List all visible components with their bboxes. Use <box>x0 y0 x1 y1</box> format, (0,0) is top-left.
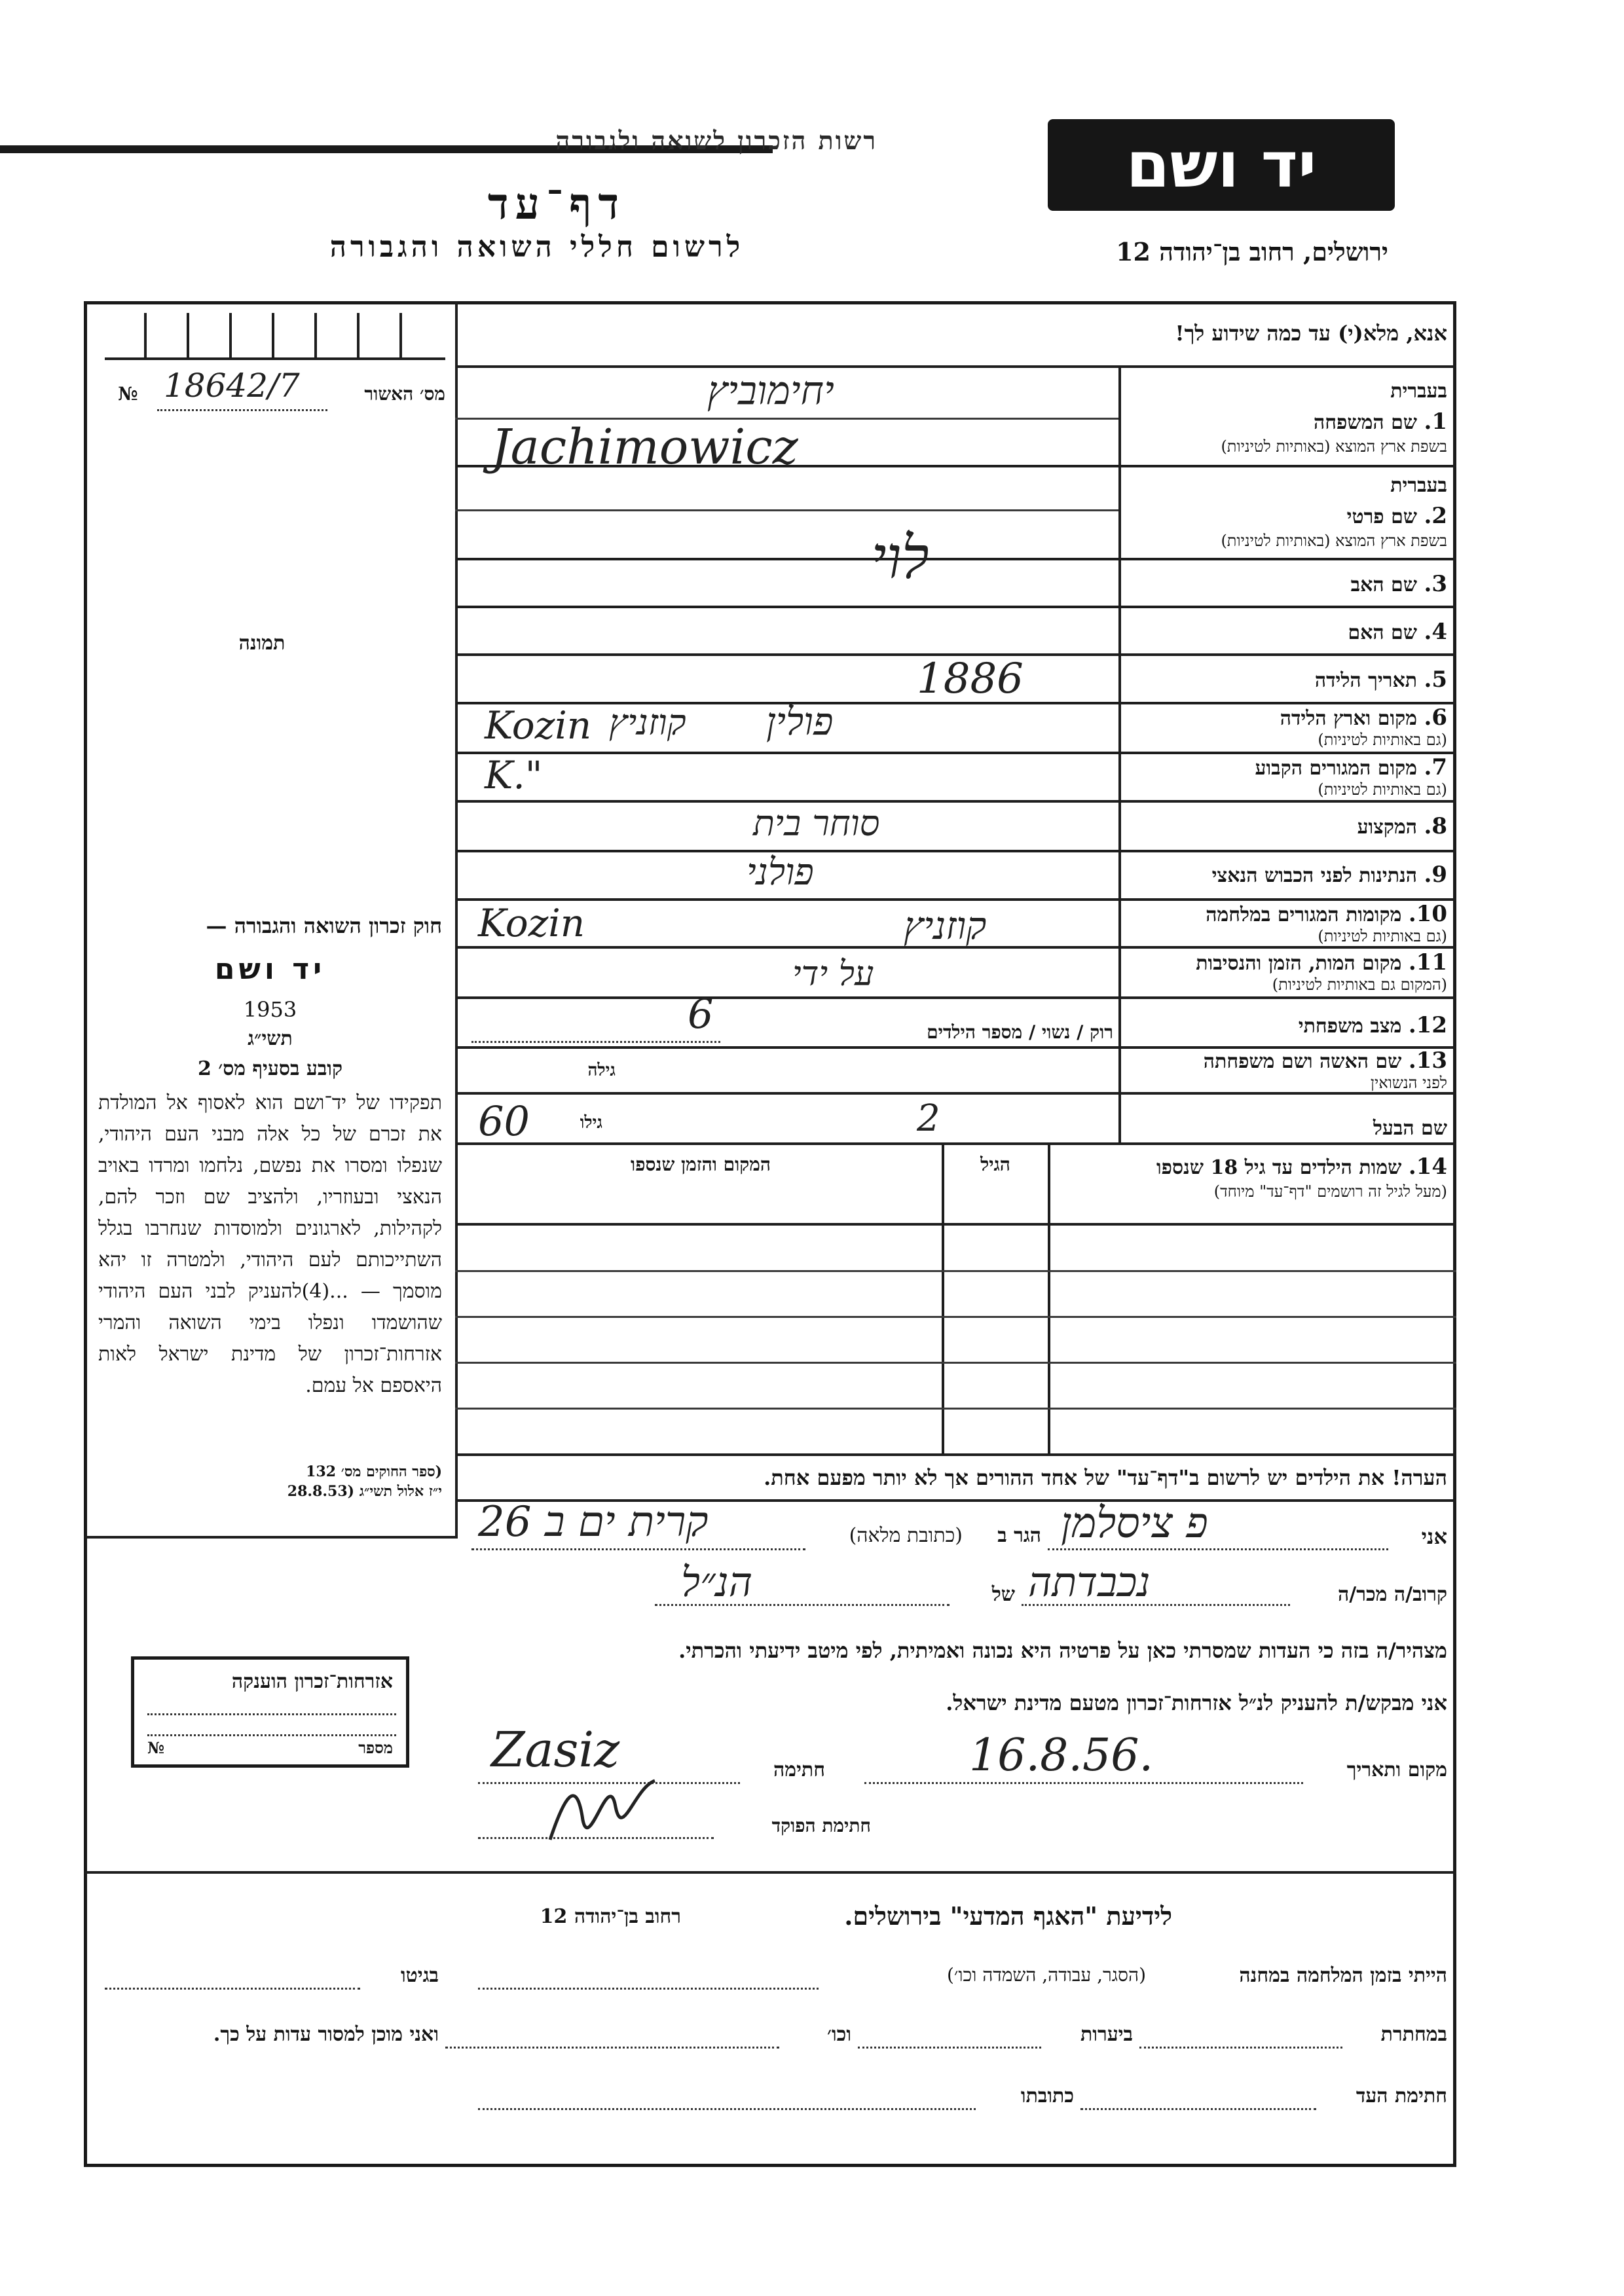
law-source-date: י״ז אלול תשי״ג (28.8.53 <box>287 1483 442 1500</box>
value-family-name-latin: Jachimowicz <box>491 419 798 475</box>
value-age: 60 <box>478 1097 530 1145</box>
law-text: תפקידו של יד־ושם הוא לאסוף אל המולדת את זכרם של כל אלה מבני העם היהודי, שנפלו ומסרו את נפשם, נלחמו ומרדו באויב הנאצי ובעוזריו, ולהציב שם וזכר להם, לקהילות, לארגונים ולמוסדות שנחרבו בגלל השתייכותם לעם היהודי, ולמטרה זו יהא מוסמך — ...(4)להעניק לבני העם היהודי שהושמדו ונפלו בימי השואה והמרי אזרחות־זכרון של מדינת ישראל לאות היאספם אל עמם. <box>98 1091 443 1397</box>
footer-line3-address: כתובתו <box>1020 2085 1074 2107</box>
law-title: חוק זכרון השואה והגבורה — <box>206 913 442 938</box>
value-birth-city: קוזניץ <box>609 702 686 743</box>
number-symbol: № <box>118 383 138 405</box>
field-husband-name: שם הבעל <box>1373 1117 1447 1140</box>
field-marital-status: 12. מצב משפחתי <box>1298 1012 1447 1038</box>
value-family-name-hebrew: יחימוביץ <box>707 368 834 414</box>
field-mother-name: 4. שם האם <box>1348 619 1447 645</box>
decl-address: קרית ים ב 26 <box>478 1498 709 1546</box>
decl-i-label: אני <box>1421 1524 1447 1549</box>
form-subtitle: לרשום חללי השואה והגבורה <box>329 230 745 264</box>
certificate-number-label: מספר <box>358 1738 393 1757</box>
footer-line1-camp: הייתי בזמן המלחמה במחנה <box>1239 1964 1447 1987</box>
children-col-place: המקום והזמן שנספו <box>631 1154 771 1175</box>
number-label: מס׳ האשור <box>364 383 445 405</box>
decl-signature-label: חתימה <box>773 1758 825 1781</box>
footer-line2-etc: וכו׳ <box>827 2023 851 2046</box>
value-birth-date: 1886 <box>917 655 1024 703</box>
registry-number: 18642/7 <box>164 367 300 405</box>
form-title: דף־עד <box>487 178 626 229</box>
value-nationality: פולני <box>747 851 814 894</box>
footer-line3-signature: חתימת העד <box>1356 2085 1447 2107</box>
decl-of-value: הנ״ל <box>681 1558 753 1606</box>
decl-statement: מצהיר/ה בזה כי העדות שמסרתי כאן על פרטיה היא נכונה ואמיתית, לפי מיטב ידיעתי והכרתי. <box>678 1638 1447 1663</box>
value-wartime-city-latin: Kozin <box>478 901 585 945</box>
address: ירושלים, רחוב בן־יהודה 12 <box>1116 237 1388 266</box>
photo-label: תמונה <box>238 632 286 655</box>
law-year-hebrew: תשי״ג <box>248 1027 293 1050</box>
age-label-wife: גילה <box>587 1061 616 1080</box>
value-husband: 2 <box>917 1097 940 1140</box>
yad-vashem-logo <box>1048 119 1395 211</box>
law-section: קובע בסעיף מס׳ 2 <box>197 1057 343 1080</box>
field-birth-date: 5. תאריך הלידה <box>1314 666 1447 693</box>
remark: הערה! את הילדים יש לרשום ב"דף־עד" של אחד ההורים אך לא יותר מפעם אחת. <box>764 1465 1447 1490</box>
decl-officer-label: חתימת הפוקד <box>771 1815 871 1836</box>
decl-relation: נכבדתה <box>1028 1558 1151 1606</box>
footer-line2-statement: ואני מוכן למסור עדות על כך. <box>213 2023 439 2046</box>
officer-signature-mark <box>537 1761 681 1859</box>
value-profession: סוחר בית <box>753 803 880 844</box>
value-birth-city-latin: Kozin <box>485 703 592 748</box>
footer-line2-forests: ביערות <box>1080 2023 1133 2046</box>
footer-line2-underground: במחתרת <box>1380 2023 1447 2046</box>
value-residence-latin: K." <box>485 753 543 797</box>
age-label-husband: גילו <box>580 1113 602 1133</box>
children-col-age: הגיל <box>980 1154 1010 1175</box>
law-name: יד ושם <box>214 953 326 986</box>
authority-line: רשות הזכרון לשואה ולגבורה <box>555 126 877 155</box>
field-nationality: 9. הנתינות לפני הכבוש הנאצי <box>1211 862 1447 888</box>
value-death-place: על ידי <box>792 955 874 994</box>
decl-signature: Zasiz <box>491 1722 620 1778</box>
decl-date: 16.8.56. <box>969 1730 1154 1781</box>
certificate-box <box>131 1656 409 1768</box>
footer-title: לידיעת "האגף המדעי" בירושלים. <box>844 1901 1172 1931</box>
marital-options: רוק / נשוי / מספר הילדים <box>927 1021 1113 1043</box>
decl-request: אני מבקש/ת להעניק לנ״ל אזרחות־זכרון מטעם מדינת ישראל. <box>946 1690 1447 1715</box>
footer-line1-ghetto: בגיטו <box>400 1964 439 1987</box>
footer-address: רחוב בן־יהודה 12 <box>540 1905 681 1928</box>
certificate-number-symbol: № <box>147 1738 165 1757</box>
field-father-name: 3. שם האב <box>1350 571 1447 597</box>
decl-address-hint: (כתובת מלאה) <box>849 1524 963 1547</box>
certificate-title: אזרחות־זכרון הוענקה <box>231 1670 393 1693</box>
logo-text: יד ושם <box>1126 128 1317 202</box>
value-wartime-city: קוזניץ <box>904 903 987 948</box>
law-year: 1953 <box>243 997 297 1022</box>
decl-place-date-label: מקום ותאריך <box>1346 1758 1447 1781</box>
law-source: (ספר החוקים מס׳ 132 <box>306 1463 442 1480</box>
footer-line1-note: (הסגר, עבודה, השמדה וכו׳) <box>946 1964 1146 1986</box>
decl-resides-label: הגר ב <box>997 1524 1041 1547</box>
field-profession: 8. המקצוע <box>1357 813 1447 839</box>
decl-of-label: של <box>991 1583 1015 1606</box>
decl-name: פ ציסלמן <box>1061 1499 1208 1548</box>
intro-text: אנא, מלא(י) עד כמה שידוע לך! <box>1175 321 1447 346</box>
value-first-name: לוי <box>871 524 929 592</box>
value-children-count: 6 <box>688 990 714 1038</box>
decl-relative-label: קרוב/ה מכר/ה <box>1338 1583 1447 1606</box>
value-birth-country: פולין <box>766 699 834 744</box>
